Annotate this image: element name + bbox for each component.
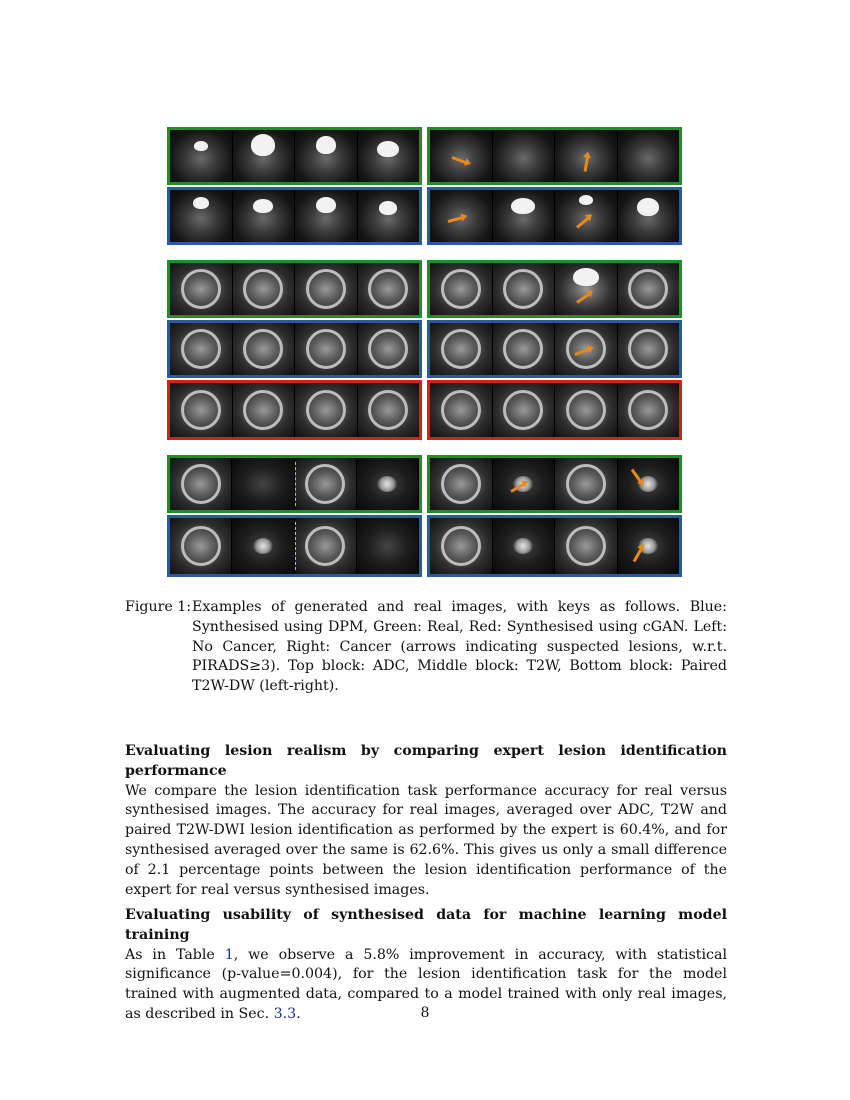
scan-image [618, 263, 680, 315]
t2w-dpm-no-cancer-panel [167, 320, 422, 378]
scan-image [170, 190, 233, 242]
scan-image [493, 458, 556, 510]
scan-image [555, 458, 618, 510]
scan-image [430, 383, 493, 437]
t2w-cgan-row [167, 380, 685, 440]
scan-image [358, 323, 420, 375]
scan-image [357, 518, 419, 574]
t2w-real-row [167, 260, 685, 318]
lesion-arrow [576, 216, 590, 229]
scan-image [295, 130, 358, 182]
scan-image [358, 190, 420, 242]
scan-image [295, 518, 357, 574]
scan-image [555, 518, 618, 574]
scan-image [233, 263, 296, 315]
lesion-arrow [584, 155, 590, 171]
figure-1 [167, 127, 685, 579]
paired-dpm-no-cancer-panel [167, 515, 422, 577]
scan-image [493, 130, 556, 182]
pair-divider [295, 462, 296, 506]
paired-real-no-cancer-panel [167, 455, 422, 513]
scan-image [170, 518, 232, 574]
figure-caption [125, 598, 727, 697]
adc-dpm-row [167, 187, 685, 245]
t2w-dpm-cancer-panel [427, 320, 682, 378]
scan-image [233, 323, 296, 375]
t2w-real-cancer-panel [427, 260, 682, 318]
scan-image [493, 190, 556, 242]
scan-image [430, 190, 493, 242]
scan-image [170, 130, 233, 182]
scan-image [493, 383, 556, 437]
scan-image [295, 383, 358, 437]
scan-image [618, 190, 680, 242]
scan-image [430, 323, 493, 375]
scan-image [618, 518, 680, 574]
adc-real-cancer-panel [427, 127, 682, 185]
adc-real-row [167, 127, 685, 185]
t2w-cgan-no-cancer-panel [167, 380, 422, 440]
scan-image [170, 458, 232, 510]
scan-image [357, 458, 419, 510]
table-reference-link[interactable]: 1 [224, 946, 234, 963]
scan-image [295, 323, 358, 375]
lesion-arrow [630, 469, 642, 484]
t2w-cgan-cancer-panel [427, 380, 682, 440]
caption-text: Examples of generated and real images, with keys as follows. Blue: Synthesised using DPM, Green: Real, Red: Synthesised using cGAN. Left: No Cancer, Right: Cancer (arrows indicating suspected lesions, w.r.t. PIRADS≥3). Top block: ADC, Middle block: T2W, Bottom block: Paired T2W-DW (left-right). [192, 599, 727, 695]
section-reference-link[interactable]: 3.3 [273, 1005, 297, 1022]
scan-image [232, 458, 294, 510]
section-body: We compare the lesion identification task performance accuracy for real versus synthesised images. The accuracy for real images, averaged over ADC, T2W and paired T2W-DWI lesion identification as performed by the expert is 60.4%, and for synthesised averaged over the same is 62.6%. This gives us only a small difference of 2.1 percentage points between the lesion identification performance of the expert for real versus synthesised images. [125, 782, 727, 898]
scan-image [430, 263, 493, 315]
scan-image [170, 323, 233, 375]
scan-image [430, 458, 493, 510]
scan-image [358, 263, 420, 315]
scan-image [618, 323, 680, 375]
scan-image [555, 323, 618, 375]
paired-dpm-row [167, 515, 685, 577]
lesion-arrow [576, 292, 591, 304]
scan-image [358, 130, 420, 182]
adc-real-no-cancer-panel [167, 127, 422, 185]
paired-dpm-cancer-panel [427, 515, 682, 577]
t2w-dpm-row [167, 320, 685, 378]
scan-image [430, 130, 493, 182]
scan-image [295, 190, 358, 242]
paired-real-row [167, 455, 685, 513]
t2w-real-no-cancer-panel [167, 260, 422, 318]
scan-image [170, 383, 233, 437]
paired-real-cancer-panel [427, 455, 682, 513]
scan-image [233, 190, 296, 242]
scan-image [555, 263, 618, 315]
lesion-arrow [448, 216, 464, 223]
scan-image [555, 190, 618, 242]
scan-image [232, 518, 294, 574]
scan-image [555, 130, 618, 182]
adc-dpm-cancer-panel [427, 187, 682, 245]
scan-image [295, 263, 358, 315]
scan-image [430, 518, 493, 574]
scan-image [233, 130, 296, 182]
lesion-arrow [632, 547, 643, 562]
caption-label: Figure 1: [125, 599, 192, 615]
section-heading: Evaluating lesion realism by comparing expert lesion identification performance [125, 743, 727, 779]
lesion-arrow [451, 156, 467, 164]
scan-image [358, 383, 420, 437]
scan-image [170, 263, 233, 315]
section-heading: Evaluating usability of synthesised data for machine learning model training [125, 907, 727, 943]
scan-image [493, 263, 556, 315]
adc-dpm-no-cancer-panel [167, 187, 422, 245]
scan-image [618, 130, 680, 182]
scan-image [618, 383, 680, 437]
scan-image [295, 458, 357, 510]
scan-image [555, 383, 618, 437]
section-lesion-realism [125, 742, 727, 900]
page-number: 8 [420, 1005, 430, 1021]
section-body: As in Table 1, we observe a 5.8% improvement in accuracy, with statistical significance (p-value=0.004), for the lesion identification task for the model trained with augmented data, compared to a model trained with only real images, as described in Sec. 3.3. [125, 946, 727, 1022]
scan-image [493, 323, 556, 375]
scan-image [233, 383, 296, 437]
scan-image [493, 518, 556, 574]
scan-image [618, 458, 680, 510]
pair-divider [295, 522, 296, 570]
